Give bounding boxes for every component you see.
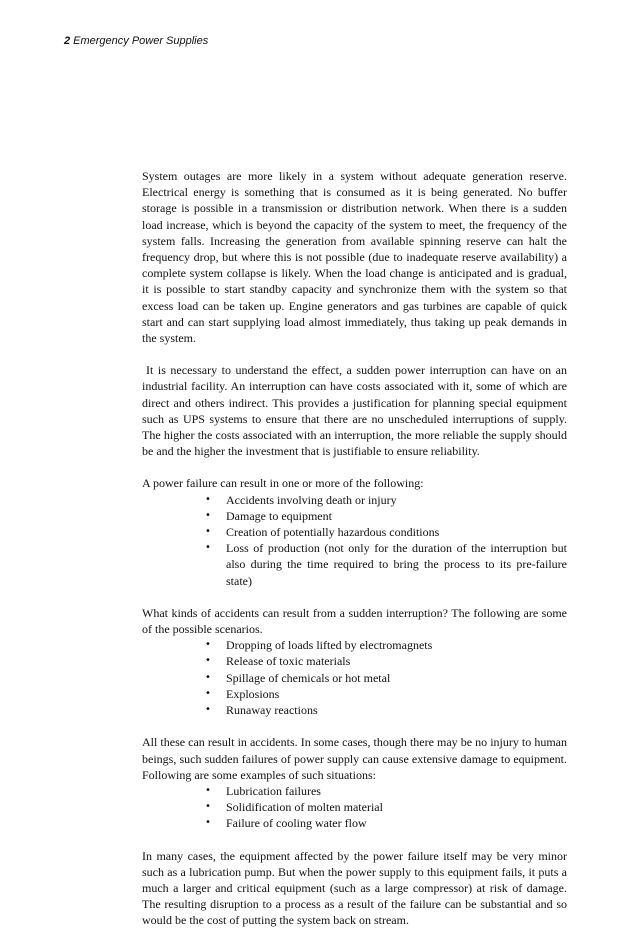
failure-results-list [142,492,567,589]
bullet-icon: • [205,817,211,829]
bullet-icon: • [205,509,211,521]
list-item [205,670,567,686]
accident-scenarios-list [142,637,567,718]
bullet-icon: • [205,493,211,505]
paragraph-failure-results-lead: A power failure can result in one or more of the following: [142,476,424,491]
list-item-text: Solidification of molten material [226,800,383,815]
list-item [205,637,567,653]
list-item-text: Spillage of chemicals or hot metal [226,670,391,685]
list-item-text: Runaway reactions [226,703,318,718]
list-item-text: Explosions [226,686,280,701]
list-item-text: Damage to equipment [226,508,332,523]
bullet-icon: • [205,526,211,538]
paragraph-minor-equipment: In many cases, the equipment affected by the power failure itself may be very minor such as a lubrication pump. But when the power supply to this equipment fails, it puts a much a larger and critical equipment (such as a large compressor) at risk of damage. The resulting disruption to a process as a result of the failure can be substantial and so would be the cost of putting the system back on stream. [142,848,567,928]
list-item [205,508,567,524]
list-item [205,653,567,669]
paragraph-accident-scenarios-lead: What kinds of accidents can result from a sudden interruption? The following are some of the possible scenarios. [142,605,567,637]
list-item [205,524,567,540]
list-item-text: Creation of potentially hazardous conditions [226,525,440,540]
list-item [205,815,567,831]
list-item [205,783,567,799]
running-title: Emergency Power Supplies [73,35,209,47]
bullet-icon: • [205,784,211,796]
paragraph-equipment-damage-lead: All these can result in accidents. In some cases, though there may be no injury to human beings, such sudden failures of power supply can cause extensive damage to equipment. Following are some examples of such situations: [142,735,567,782]
list-item-text: Lubrication failures [226,783,321,798]
list-item-text: Loss of production (not only for the duration of the interruption but also during the time required to bring the process to its pre-failure state) [226,541,567,588]
bullet-icon: • [205,639,211,651]
list-item [205,492,567,508]
bullet-icon: • [205,542,211,554]
bullet-icon: • [205,687,211,699]
list-item [205,799,567,815]
paragraph-system-outages: System outages are more likely in a system without adequate generation reserve. Electrical energy is something that is consumed as it is being generated. No buffer storage is possible in a transmission or distribution network. When there is a sudden load increase, which is beyond the capacity of the system to meet, the frequency of the system falls. Increasing the generation from available spinning reserve can halt the frequency drop, but where this is not possible (due to inadequate reserve availability) a complete system collapse is likely. When the load change is anticipated and is gradual, it is possible to start standby capacity and synchronize them with the system so that excess load can be taken up. Engine generators and gas turbines are capable of quick start and can start supplying load almost immediately, thus taking up peak demands in the system. [142,169,567,346]
bullet-icon: • [205,671,211,683]
equipment-examples-list [142,783,567,832]
bullet-icon: • [205,801,211,813]
list-item-text: Dropping of loads lifted by electromagnets [226,638,433,653]
list-item-text: Failure of cooling water flow [226,816,367,831]
list-item-text: Accidents involving death or injury [226,492,397,507]
list-item-text: Release of toxic materials [226,654,351,669]
list-item [205,702,567,718]
bullet-icon: • [205,704,211,716]
page-body [142,168,567,945]
bullet-icon: • [205,655,211,667]
paragraph-interruption-effect: It is necessary to understand the effect, a sudden power interruption can have on an industrial facility. An interruption can have costs associated with it, some of which are direct and others indirect. This provides a justification for planning special equipment such as UPS systems to ensure that there are no unscheduled interruptions of supply. The higher the costs associated with an interruption, the more reliable the supply should be and the higher the investment that is justifiable to ensure reliability. [142,363,567,459]
page-number: 2 [64,35,71,47]
list-item [205,686,567,702]
list-item [205,540,567,589]
running-header [64,35,208,47]
